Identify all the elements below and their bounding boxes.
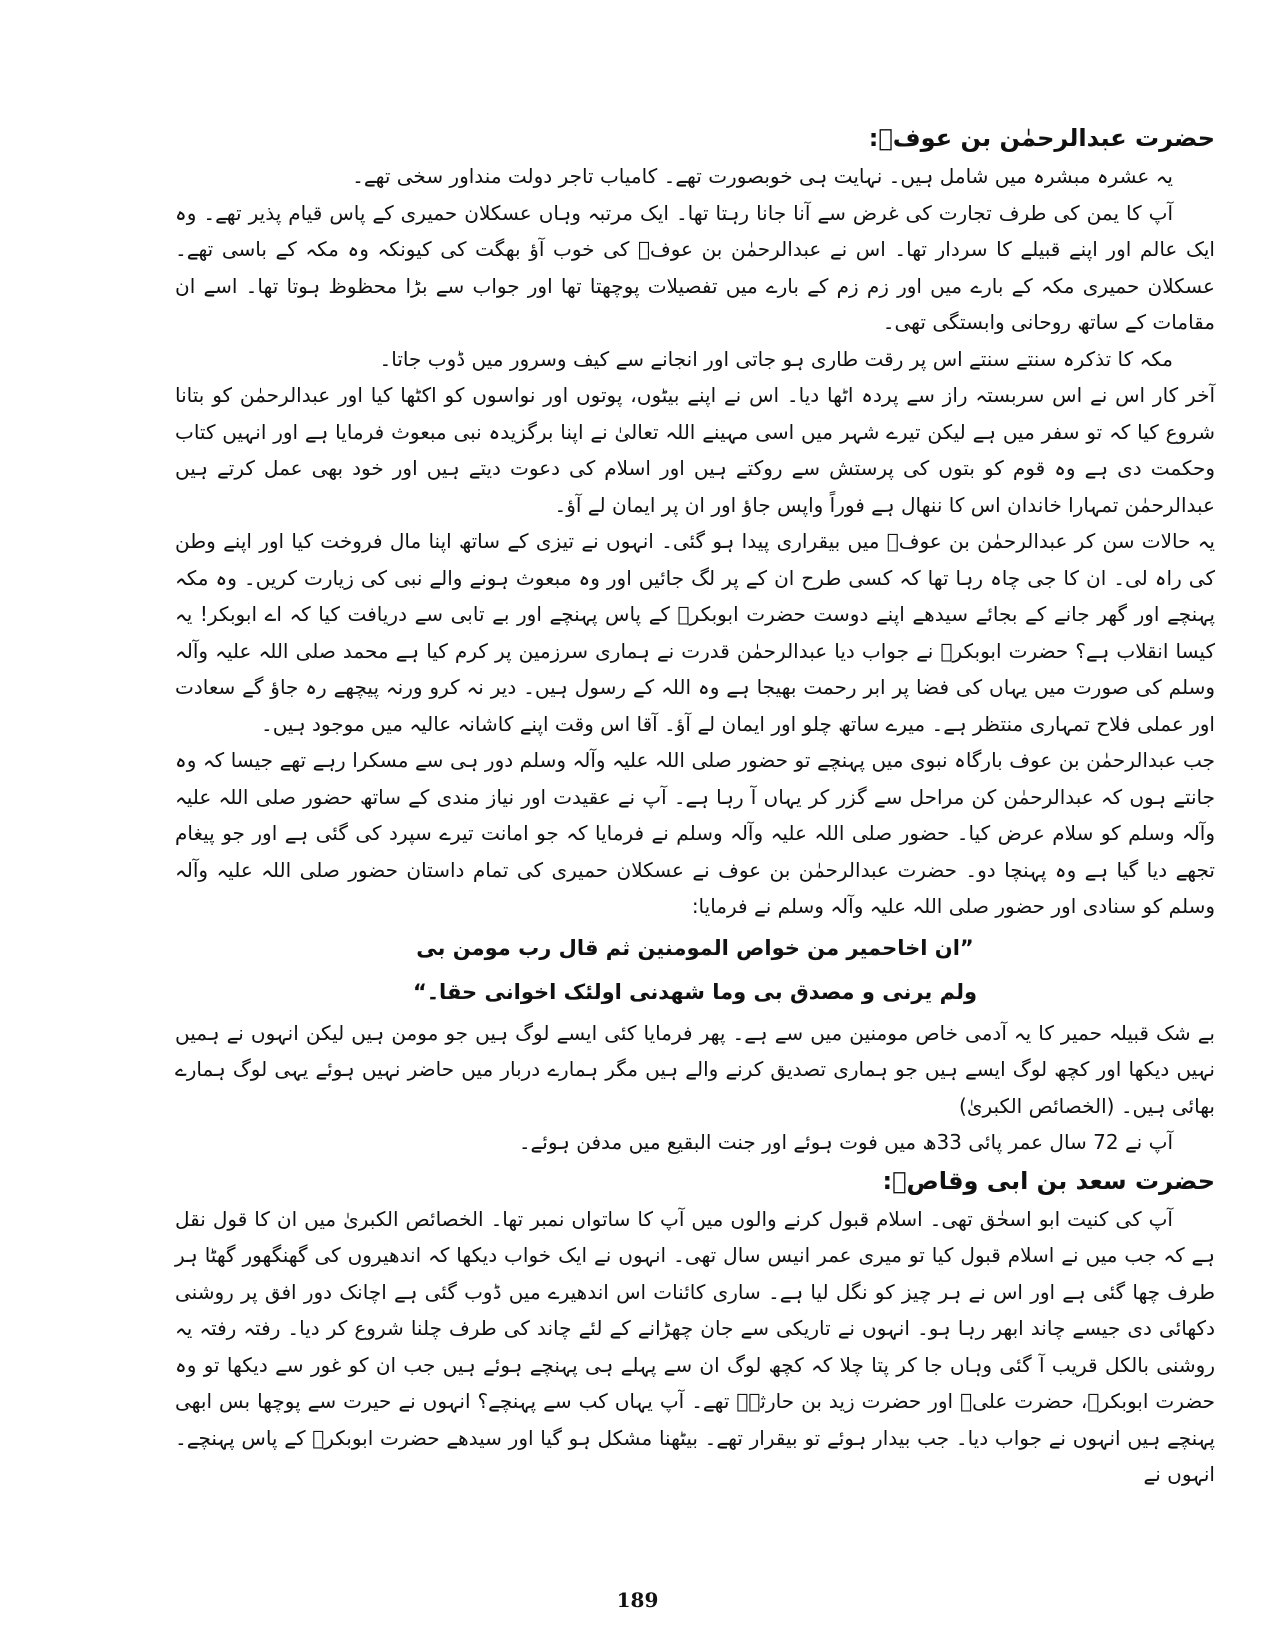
paragraph: یہ عشرہ مبشرہ میں شامل ہیں۔ نہایت ہی خوبصورت تھے۔ کامیاب تاجر دولت منداور سخی تھے۔ xyxy=(352,164,1173,188)
closing-line: آپ نے 72 سال عمر پائی 33ھ میں فوت ہوئے اور جنت البقیع میں مدفن ہوئے۔ xyxy=(518,1130,1173,1154)
paragraph-after-quote: بے شک قبیلہ حمیر کا یہ آدمی خاص مومنین میں سے ہے۔ پھر فرمایا کئی ایسے لوگ ہیں جو مومن ہیں لیکن انہوں نے ہمیں نہیں دیکھا اور کچھ لوگ ایسے ہیں جو ہماری تصدیق کرنے والے ہیں مگر ہمارے دربار میں حاضر نہیں ہوئے یہی لوگ ہمارے بھائی ہیں۔ (الخصائص الکبریٰ) xyxy=(175,1020,1215,1118)
section-heading-saad: حضرت سعد بن ابی وقاصؓ: xyxy=(882,1166,1215,1195)
page-number: 189 xyxy=(616,1588,659,1612)
paragraph: آخر کار اس نے اس سربستہ راز سے پردہ اٹھا دیا۔ اس نے اپنے بیٹوں، پوتوں اور نواسوں کو اکٹھا کیا اور عبدالرحمٰن کو بتانا شروع کیا کہ تو سفر میں ہے لیکن تیرے شہر میں اسی مہینے اللہ تعالیٰ نے اپنا برگزیدہ نبی مبعوث فرمایا ہے اور انہیں کتاب وحکمت دی ہے وہ قوم کو بتوں کی پرستش سے روکتے ہیں اور اسلام کی دعوت دیتے ہیں اور خود بھی عمل کرتے ہیں عبدالرحمٰن تمہارا خاندان اس کا ننھال ہے فوراً واپس جاؤ اور ان پر ایمان لے آؤ۔ xyxy=(175,383,1215,517)
arabic-quote-line-1: ”ان اخاحمیر من خواص المومنین ثم قال رب مومن بی xyxy=(416,935,974,960)
paragraph: جب عبدالرحمٰن بن عوف بارگاہ نبوی میں پہنچے تو حضور صلی اللہ علیہ وآلہ وسلم دور ہی سے مسکرا رہے تھے جیسا کہ وہ جانتے ہوں کہ عبدالرحمٰن کن مراحل سے گزر کر یہاں آ رہا ہے۔ آپ نے عقیدت اور نیاز مندی کے ساتھ حضور صلی اللہ علیہ وآلہ وسلم کو سلام عرض کیا۔ حضور صلی اللہ علیہ وآلہ وسلم نے فرمایا کہ جو امانت تیرے سپرد کی گئی ہے اور جو پیغام تجھے دیا گیا ہے وہ پہنچا دو۔ حضرت عبدالرحمٰن بن عوف نے عسکلان حمیری کی تمام داستان حضور صلی اللہ علیہ وآلہ وسلم کو سنادی اور حضور صلی اللہ علیہ وآلہ وسلم نے فرمایا: xyxy=(175,748,1215,918)
section-heading-abdur-rahman: حضرت عبدالرحمٰن بن عوفؓ: xyxy=(868,124,1215,152)
page-body xyxy=(175,118,1215,1493)
paragraph: مکہ کا تذکرہ سنتے سنتے اس پر رقت طاری ہو جاتی اور انجانے سے کیف وسرور میں ڈوب جاتا۔ xyxy=(379,346,1173,371)
paragraph: آپ کا یمن کی طرف تجارت کی غرض سے آنا جانا رہتا تھا۔ ایک مرتبہ وہاں عسکلان حمیری کے پاس قیام پذیر تھے۔ وہ ایک عالم اور اپنے قبیلے کا سردار تھا۔ اس نے عبدالرحمٰن بن عوفؓ کی خوب آؤ بھگت کی کیونکہ وہ مکہ کے باسی تھے۔ عسکلان حمیری مکہ کے بارے میں اور زم زم کے بارے میں تفصیلات پوچھتا تھا اور جواب سے بڑا محظوظ ہوتا تھا۔ اسے ان مقامات کے ساتھ روحانی وابستگی تھی۔ xyxy=(175,200,1215,334)
arabic-quote-line-2: ولم یرنی و مصدق بی وما شھدنی اولئک اخوانی حقا۔“ xyxy=(412,979,978,1004)
paragraph: یہ حالات سن کر عبدالرحمٰن بن عوفؓ میں بیقراری پیدا ہو گئی۔ انہوں نے تیزی کے ساتھ اپنا مال فروخت کیا اور اپنے وطن کی راہ لی۔ ان کا جی چاہ رہا تھا کہ کسی طرح ان کے پر لگ جائیں اور وہ مبعوث ہونے والے نبی کی زیارت کریں۔ وہ مکہ پہنچے اور گھر جانے کے بجائے سیدھے اپنے دوست حضرت ابوبکرؓ کے پاس پہنچے اور بے تابی سے دریافت کیا کہ اے ابوبکر! یہ کیسا انقلاب ہے؟ حضرت ابوبکرؓ نے جواب دیا عبدالرحمٰن قدرت نے ہماری سرزمین پر کرم کیا ہے محمد صلی اللہ علیہ وآلہ وسلم کی صورت میں یہاں کی فضا پر ابر رحمت بھیجا ہے وہ اللہ کے رسول ہیں۔ دیر نہ کرو ورنہ پیچھے رہ جاؤ گے سعادت اور عملی فلاح تمہاری منتظر ہے۔ میرے ساتھ چلو اور ایمان لے آؤ۔ آقا اس وقت اپنے کاشانہ عالیہ میں موجود ہیں۔ xyxy=(175,529,1215,736)
paragraph: آپ کی کنیت ابو اسحٰق تھی۔ اسلام قبول کرنے والوں میں آپ کا ساتواں نمبر تھا۔ الخصائص الکبریٰ میں ان کا قول نقل ہے کہ جب میں نے اسلام قبول کیا تو میری عمر انیس سال تھی۔ انہوں نے ایک خواب دیکھا کہ اندھیروں کی گھنگھور گھٹا ہر طرف چھا گئی ہے اور اس نے ہر چیز کو نگل لیا ہے۔ ساری کائنات اس اندھیرے میں ڈوب گئی ہے اچانک دور افق پر روشنی دکھائی دی جیسے چاند ابھر رہا ہو۔ انہوں نے تاریکی سے جان چھڑانے کے لئے چاند کی طرف چلنا شروع کر دیا۔ رفتہ رفتہ یہ روشنی بالکل قریب آ گئی وہاں جا کر پتا چلا کہ کچھ لوگ ان سے پہلے ہی پہنچے ہوئے ہیں جب ان کو غور سے دیکھا تو وہ حضرت ابوبکرؓ، حضرت علیؓ اور حضرت زید بن حارثہؓ تھے۔ آپ یہاں کب سے پہنچے؟ انہوں نے حیرت سے پوچھا بس ابھی پہنچے ہیں انہوں نے جواب دیا۔ جب بیدار ہوئے تو بیقرار تھے۔ بیٹھنا مشکل ہو گیا اور سیدھے حضرت ابوبکرؓ کے پاس پہنچے۔ انہوں نے xyxy=(175,1206,1215,1486)
